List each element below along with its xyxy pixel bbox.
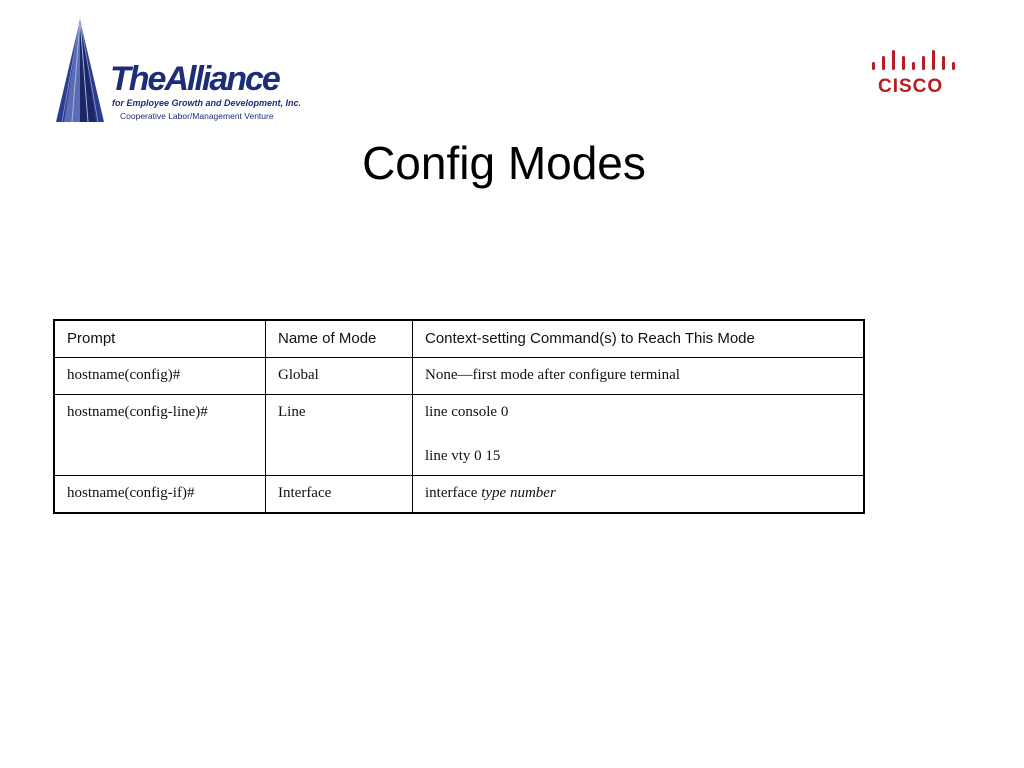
cisco-logo [868,46,960,102]
alliance-tagline: for Employee Growth and Development, Inc. [112,98,302,108]
command-keyword: interface [425,485,478,501]
cell-command: None—first mode after configure terminal [413,358,865,395]
table-row [54,395,864,476]
cell-prompt: hostname(config)# [54,358,266,395]
alliance-subtitle: Cooperative Labor/Management Venture [120,111,274,121]
cell-mode: Interface [266,476,413,514]
config-modes-table [53,319,865,514]
header-prompt: Prompt [54,320,266,358]
cell-prompt: hostname(config-if)# [54,476,266,514]
slide-title: Config Modes [362,137,646,189]
table-row [54,476,864,514]
alliance-wordmark: TheAlliance [110,60,279,98]
cisco-wordmark: CISCO [878,76,944,97]
cisco-bars-icon [868,46,960,76]
cell-mode: Global [266,358,413,395]
header-mode-name: Name of Mode [266,320,413,358]
table-row [54,358,864,395]
cell-command [413,476,865,514]
alliance-logo [50,18,310,126]
cell-command [413,395,865,476]
alliance-peak-icon [50,18,112,126]
header-command: Context-setting Command(s) to Reach This Mode [413,320,865,358]
command-line-1: line console 0 [425,404,509,420]
cell-mode: Line [266,395,413,476]
cell-prompt: hostname(config-line)# [54,395,266,476]
table-header-row [54,320,864,358]
command-args: type number [481,485,556,501]
command-line-2: line vty 0 15 [425,448,501,464]
